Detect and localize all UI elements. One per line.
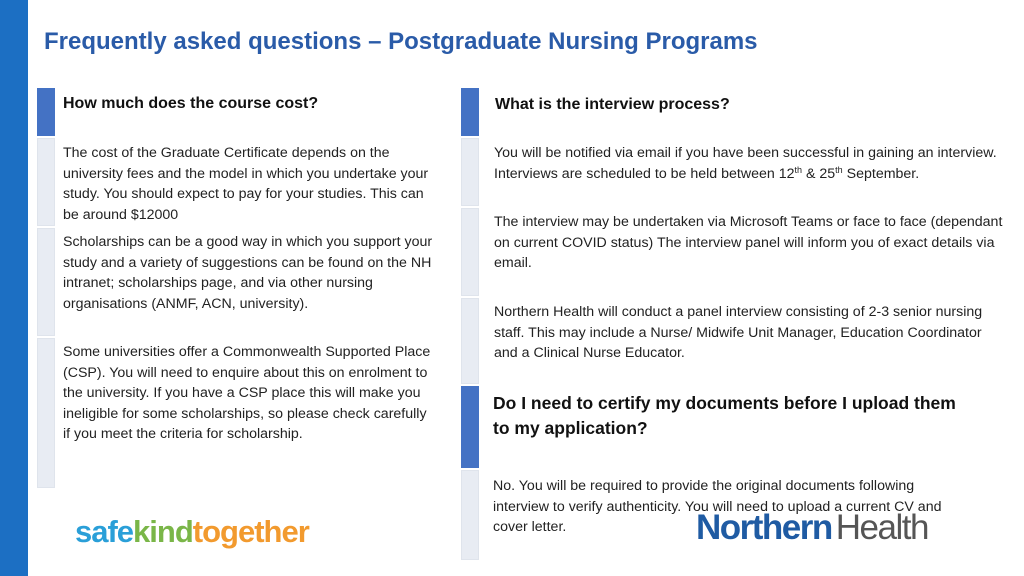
left-paragraph-marker-1 xyxy=(37,138,55,226)
safekindtogether-logo: safekindtogether xyxy=(75,514,309,549)
right-paragraph-marker-2 xyxy=(461,208,479,296)
question-interview-process: What is the interview process? xyxy=(495,96,730,113)
answer-documents-paragraph: No. You will be required to provide the original documents following interview to verify authenticity. You will need to upload a current CV and cover letter. xyxy=(493,478,942,535)
question-certify-documents: Do I need to certify my documents before I upload them to my application? xyxy=(493,393,956,438)
right-question-marker-1 xyxy=(461,88,479,136)
left-question-marker xyxy=(37,88,55,136)
answer-interview-format-paragraph: The interview may be undertaken via Microsoft Teams or face to face (dependant on current COVID status) The interview panel will inform you of exact details via email. xyxy=(494,214,1003,271)
northern-health-logo: Northern Health xyxy=(696,508,928,547)
left-accent-bar xyxy=(0,0,28,576)
left-paragraph-marker-3 xyxy=(37,338,55,488)
question-course-cost: How much does the course cost? xyxy=(63,95,319,112)
right-paragraph-marker-4 xyxy=(461,470,479,560)
answer-cost-paragraph: The cost of the Graduate Certificate depends on the university fees and the model in which you undertake your study. You should expect to pay for your studies. This can be around $12000 xyxy=(63,145,429,223)
page-title: Frequently asked questions – Postgraduate Nursing Programs xyxy=(44,28,758,55)
right-question-marker-2 xyxy=(461,386,479,468)
left-paragraph-marker-2 xyxy=(37,228,55,336)
right-paragraph-marker-3 xyxy=(461,298,479,384)
right-paragraph-marker-1 xyxy=(461,138,479,206)
answer-csp-paragraph: Some universities offer a Commonwealth Supported Place (CSP). You will need to enquire about this on enrolment to the university. If you have a CSP place this will make you ineligible for some scholarships, so please check carefully if you meet the criteria for scholarship. xyxy=(63,344,431,442)
answer-scholarships-paragraph: Scholarships can be a good way in which you support your study and a variety of suggestions can be found on the NH intranet; scholarships page, and via other nursing organisations (ANMF, ACN, university). xyxy=(63,234,433,312)
answer-panel-paragraph: Northern Health will conduct a panel interview consisting of 2-3 senior nursing staff. This may include a Nurse/ Midwife Unit Manager, Education Coordinator and a Clinical Nurse Educator. xyxy=(494,304,983,361)
answer-notification-paragraph: You will be notified via email if you have been successful in gaining an interview. Interviews are scheduled to be held between 12th & 25th September. xyxy=(494,145,997,182)
